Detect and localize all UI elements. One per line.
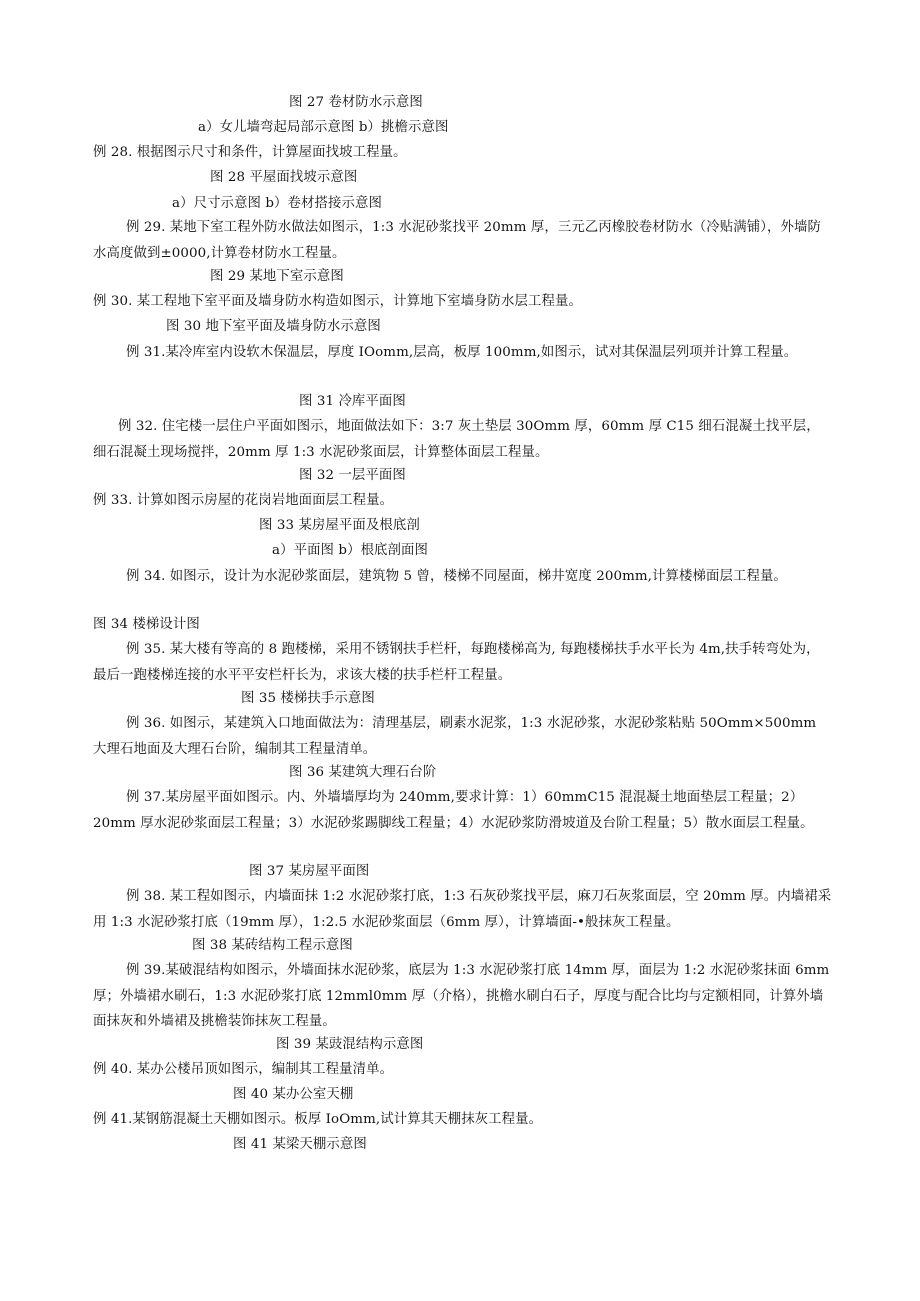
example-38: 例 38. 某工程如图示，内墙面抹 1:2 水泥砂浆打底，1:3 石灰砂浆找平层，麻刀石灰浆面层，空 20mm 厚。内墙裙采用 1:3 水泥砂浆打底（19mm 厚），1:2.5 水泥砂浆面层（6mm 厚），计算墙面-•般抹灰工程量。 [93,889,832,930]
example-36: 例 36. 如图示，某建筑入口地面做法为：清理基层，刷素水泥浆，1:3 水泥砂浆，水泥砂浆粘贴 50Omm×500mm 大理石地面及大理石台阶，编制其工程量清单。 [93,716,817,757]
figure-caption-34: 图 34 楼梯设计图 [93,617,200,632]
example-33: 例 33. 计算如图示房屋的花岗岩地面面层工程量。 [93,493,394,508]
figure-caption-38: 图 38 某砖结构工程示意图 [192,938,353,953]
example-29: 例 29. 某地下室工程外防水做法如图示，1:3 水泥砂浆找平 20mm 厚，三元乙丙橡胶卷材防水（冷贴满铺），外墙防水高度做到±0000,计算卷材防水工程量。 [93,220,821,261]
figure-caption-31: 图 31 冷库平面图 [299,394,406,409]
example-35: 例 35. 某大楼有等高的 8 跑楼梯，采用不锈钢扶手栏杆，每跑楼梯高为, 每跑楼梯扶手水平长为 4m,扶手转弯处为，最后一跑楼梯连接的水平平安栏杆长为，求该大楼的扶手栏杆工程量。 [93,642,820,683]
example-37: 例 37.某房屋平面如图示。内、外墙墙厚均为 240mm,要求计算：1）60mmC15 混混凝土地面垫层工程量；2）20mm 厚水泥砂浆面层工程量；3）水泥砂浆踢脚线工程量；4）水泥砂浆防滑坡道及台阶工程量；5）散水面层工程量。 [93,790,814,831]
figure-caption-28: 图 28 平屋面找坡示意图 [210,170,358,185]
figure-caption-30: 图 30 地下室平面及墙身防水示意图 [166,319,381,334]
figure-caption-41: 图 41 某梁天棚示意图 [233,1137,367,1152]
example-31: 例 31.某冷库室内设软木保温层，厚度 IOomm,层高，板厚 100mm,如图示，试对其保温层列项并计算工程量。 [126,345,798,360]
figure-caption-40: 图 40 某办公室天棚 [233,1087,354,1102]
figure-caption-32: 图 32 一层平面图 [299,468,406,483]
figure-caption-29: 图 29 某地下室示意图 [210,269,344,284]
example-34: 例 34. 如图示，设计为水泥砂浆面层，建筑物 5 曾，楼梯不同屋面，梯井宽度 200mm,计算楼梯面层工程量。 [126,569,787,584]
example-40: 例 40. 某办公楼吊顶如图示，编制其工程量清单。 [93,1062,394,1077]
figure-subcaption-28: a）尺寸示意图 b）卷材搭接示意图 [172,196,382,211]
figure-caption-39: 图 39 某豉混结构示意图 [276,1037,424,1052]
example-30: 例 30. 某工程地下室平面及墙身防水构造如图示，计算地下室墙身防水层工程量。 [93,294,582,309]
figure-caption-35: 图 35 楼梯扶手示意图 [241,691,375,706]
figure-caption-36: 图 36 某建筑大理石台阶 [289,765,437,780]
figure-caption-37: 图 37 某房屋平面图 [249,864,370,879]
example-39: 例 39.某破混结构如图示，外墙面抹水泥砂浆，底层为 1:3 水泥砂浆打底 14mm 厚，面层为 1:2 水泥砂浆抹面 6mm 厚；外墙裙水刷石，1:3 水泥砂浆打底 12mml0mm 厚（介格），挑檐水刷白石子，厚度与配合比均与定额相同，计算外墙面抹灰和外墙裙及挑檐装饰抹灰工程量。 [93,963,830,1029]
figure-subcaption-33: a）平面图 b）根底剖面图 [272,543,429,558]
example-41: 例 41.某钢筋混凝土天棚如图示。板厚 IoOmm,试计算其天棚抹灰工程量。 [93,1112,543,1127]
example-32: 例 32. 住宅楼一层住户平面如图示，地面做法如下：3:7 灰土垫层 30Omm 厚，60mm 厚 C15 细石混凝土找平层，细石混凝土现场搅拌，20mm 厚 1:3 水泥砂浆面层，计算整体面层工程量。 [93,419,820,460]
figure-caption-33: 图 33 某房屋平面及根底剖 [259,518,420,533]
figure-caption-27: 图 27 卷材防水示意图 [289,95,423,110]
example-28: 例 28. 根据图示尺寸和条件，计算屋面找坡工程量。 [93,145,407,160]
figure-subcaption-27: a）女儿墙弯起局部示意图 b）挑檐示意图 [198,120,449,135]
